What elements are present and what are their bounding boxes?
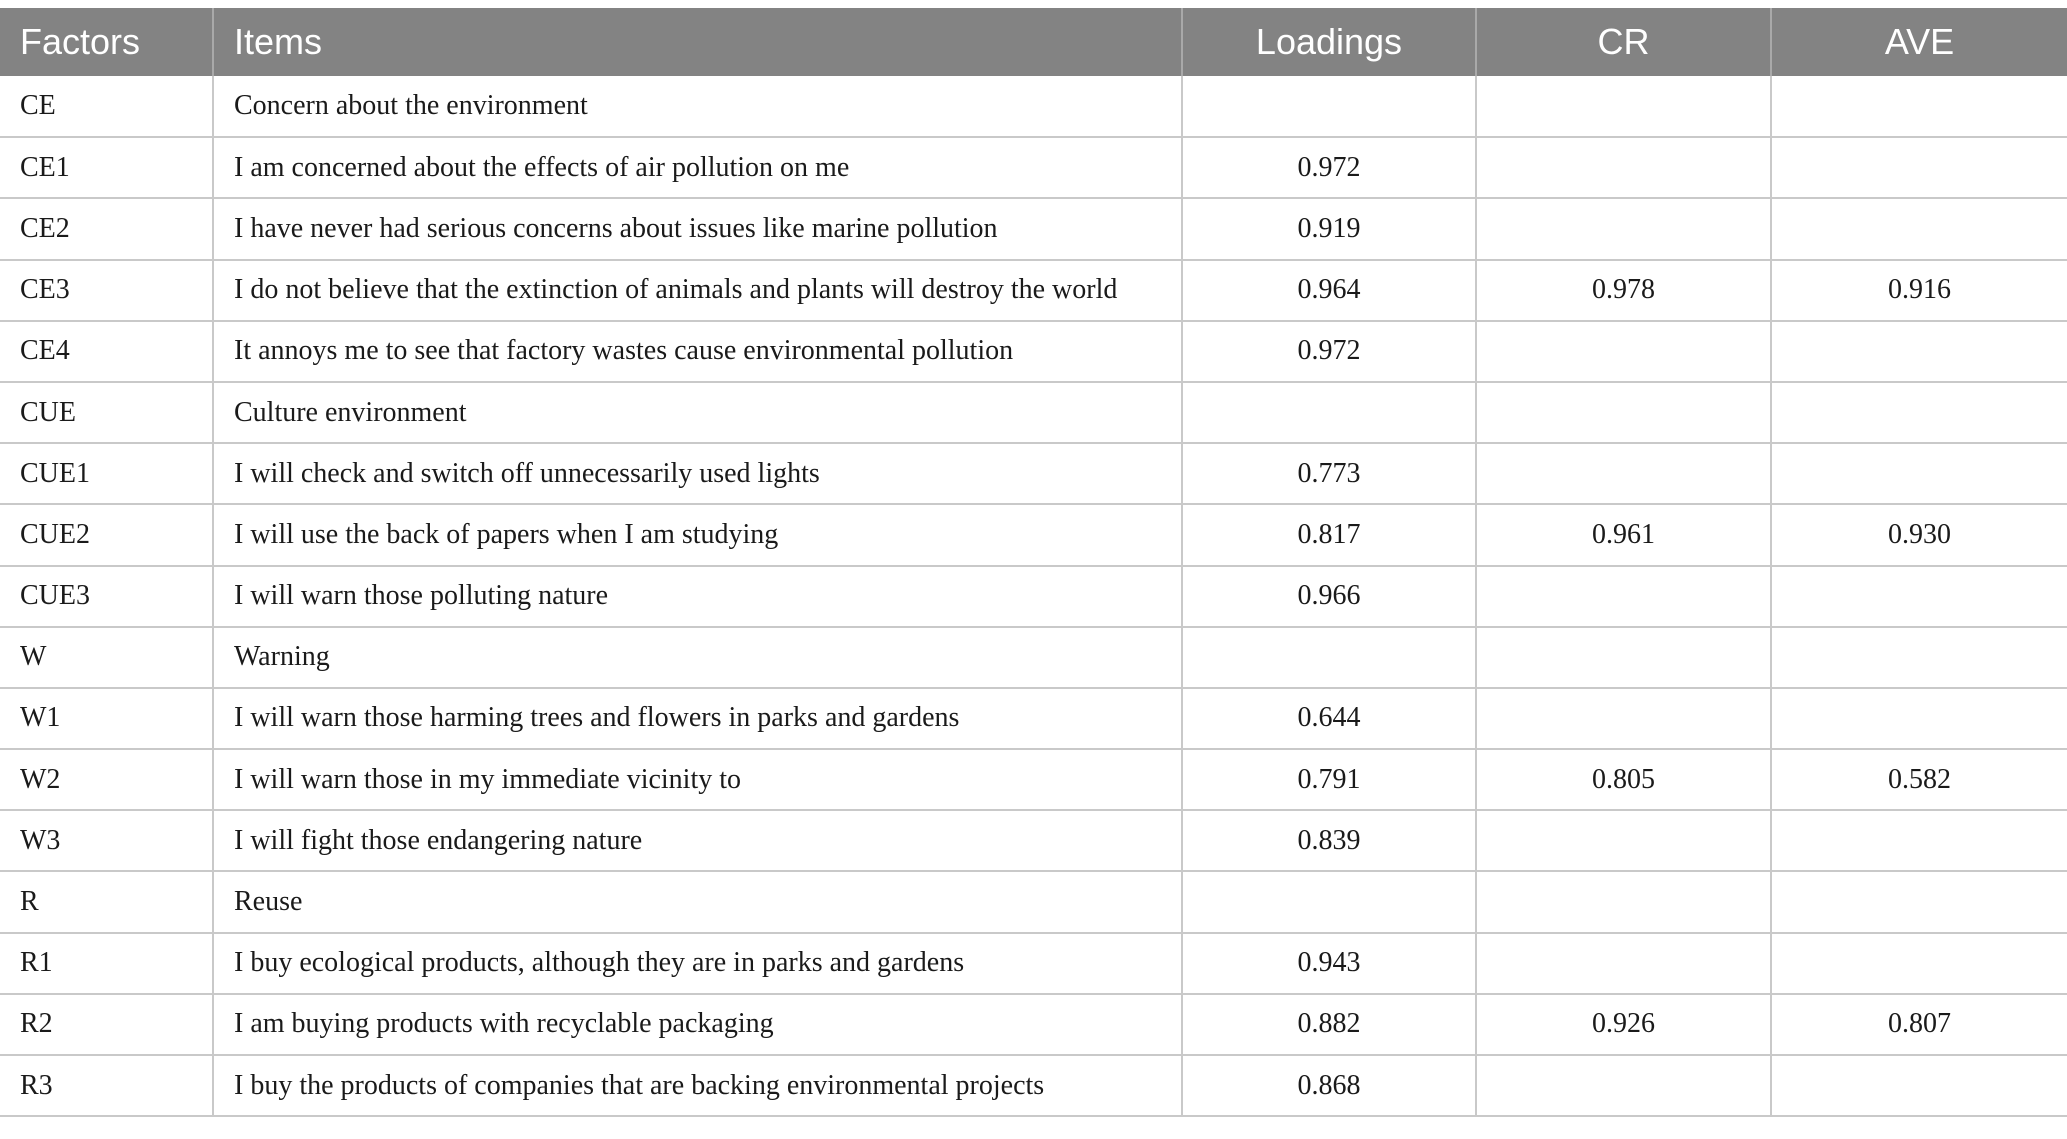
cell-ave [1771,627,2067,688]
cell-factor: CUE [0,382,213,443]
cell-cr [1476,566,1771,627]
cell-loading: 0.817 [1182,504,1476,565]
cell-cr: 0.978 [1476,260,1771,321]
cell-loading [1182,76,1476,137]
cell-loading: 0.839 [1182,810,1476,871]
cell-cr: 0.961 [1476,504,1771,565]
cell-ave: 0.930 [1771,504,2067,565]
cell-ave [1771,76,2067,137]
cell-ave [1771,137,2067,198]
cell-cr [1476,198,1771,259]
table-row [0,198,2067,259]
cell-cr [1476,688,1771,749]
cell-factor: CUE1 [0,443,213,504]
cell-cr [1476,443,1771,504]
cell-cr [1476,933,1771,994]
cell-loading: 0.972 [1182,321,1476,382]
cell-ave [1771,382,2067,443]
cell-ave [1771,933,2067,994]
cell-loading [1182,382,1476,443]
cell-factor: CE2 [0,198,213,259]
cell-factor: CUE3 [0,566,213,627]
cell-cr [1476,137,1771,198]
table-header [0,8,2067,76]
cell-item: Reuse [213,871,1182,932]
cell-item: Culture environment [213,382,1182,443]
header-cr: CR [1476,8,1771,76]
header-ave: AVE [1771,8,2067,76]
table-row [0,871,2067,932]
header-loadings: Loadings [1182,8,1476,76]
cell-ave [1771,198,2067,259]
cell-factor: W1 [0,688,213,749]
cell-factor: W [0,627,213,688]
cell-cr: 0.805 [1476,749,1771,810]
cell-factor: W3 [0,810,213,871]
cell-cr [1476,382,1771,443]
cell-item: I buy ecological products, although they are in parks and gardens [213,933,1182,994]
header-items: Items [213,8,1182,76]
cell-factor: W2 [0,749,213,810]
cell-item: I am buying products with recyclable packaging [213,994,1182,1055]
table-row [0,688,2067,749]
cell-item: I will check and switch off unnecessarily used lights [213,443,1182,504]
factor-loadings-table [0,8,2067,1117]
cell-item: I will warn those harming trees and flowers in parks and gardens [213,688,1182,749]
table-row [0,76,2067,137]
table-row [0,260,2067,321]
cell-factor: R3 [0,1055,213,1116]
cell-loading: 0.773 [1182,443,1476,504]
table-row [0,382,2067,443]
cell-ave [1771,1055,2067,1116]
cell-item: It annoys me to see that factory wastes cause environmental pollution [213,321,1182,382]
cell-loading: 0.964 [1182,260,1476,321]
cell-loading [1182,871,1476,932]
cell-loading [1182,627,1476,688]
cell-loading: 0.919 [1182,198,1476,259]
cell-factor: CE [0,76,213,137]
table-row [0,933,2067,994]
cell-ave [1771,443,2067,504]
cell-ave: 0.807 [1771,994,2067,1055]
cell-factor: CE3 [0,260,213,321]
table-row [0,321,2067,382]
cell-item: I buy the products of companies that are backing environmental projects [213,1055,1182,1116]
cell-item: I do not believe that the extinction of animals and plants will destroy the world [213,260,1182,321]
cell-item: I will use the back of papers when I am studying [213,504,1182,565]
table-body [0,76,2067,1116]
cell-ave [1771,810,2067,871]
cell-ave [1771,688,2067,749]
cell-cr [1476,627,1771,688]
cell-loading: 0.882 [1182,994,1476,1055]
cell-ave [1771,321,2067,382]
cell-factor: CE4 [0,321,213,382]
cell-loading: 0.943 [1182,933,1476,994]
header-row [0,8,2067,76]
cell-ave: 0.916 [1771,260,2067,321]
table-row [0,566,2067,627]
table-row [0,994,2067,1055]
cell-factor: R1 [0,933,213,994]
table-row [0,627,2067,688]
table-row [0,443,2067,504]
cell-ave [1771,566,2067,627]
table-row [0,749,2067,810]
cell-item: I am concerned about the effects of air pollution on me [213,137,1182,198]
cell-factor: R [0,871,213,932]
cell-cr [1476,810,1771,871]
cell-item: I will fight those endangering nature [213,810,1182,871]
cell-cr [1476,76,1771,137]
cell-loading: 0.644 [1182,688,1476,749]
table-row [0,504,2067,565]
cell-cr [1476,871,1771,932]
table-row [0,1055,2067,1116]
cell-factor: CUE2 [0,504,213,565]
cell-loading: 0.791 [1182,749,1476,810]
cell-factor: CE1 [0,137,213,198]
cell-item: I will warn those in my immediate vicinity to [213,749,1182,810]
cell-loading: 0.868 [1182,1055,1476,1116]
cell-ave: 0.582 [1771,749,2067,810]
cell-loading: 0.966 [1182,566,1476,627]
cell-item: Warning [213,627,1182,688]
cell-cr: 0.926 [1476,994,1771,1055]
cell-item: Concern about the environment [213,76,1182,137]
header-factors: Factors [0,8,213,76]
cell-cr [1476,321,1771,382]
cell-loading: 0.972 [1182,137,1476,198]
table-row [0,137,2067,198]
cell-factor: R2 [0,994,213,1055]
table-row [0,810,2067,871]
cell-ave [1771,871,2067,932]
cell-item: I have never had serious concerns about issues like marine pollution [213,198,1182,259]
cell-cr [1476,1055,1771,1116]
cell-item: I will warn those polluting nature [213,566,1182,627]
